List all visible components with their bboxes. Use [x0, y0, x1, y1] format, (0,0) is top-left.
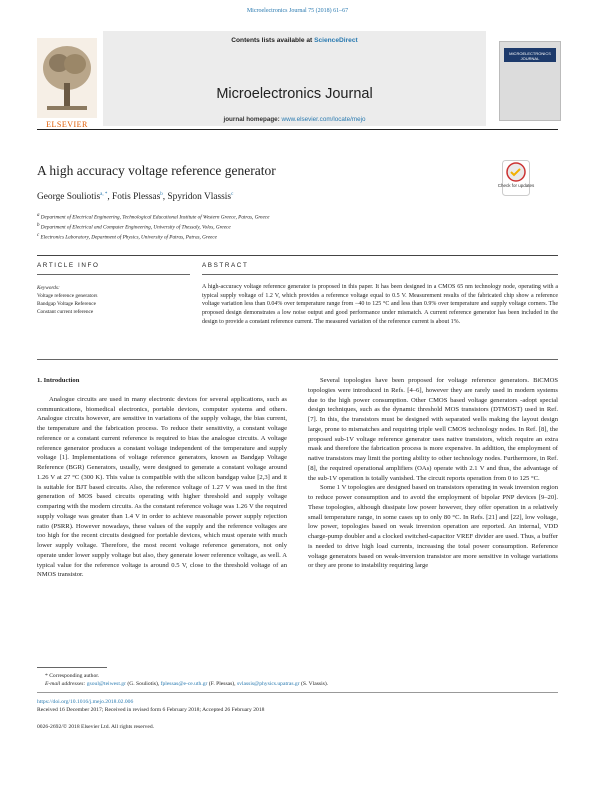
- doi-block: [37, 698, 264, 731]
- article-info-rule: [37, 274, 190, 275]
- paragraph: Analogue circuits are used in many electronic devices for several applications, such as communications, biomedical electronics, portable devices, computer systems and others. Analogue circuits however, are sensitive in variations of the supply voltage, the bias current, the temperature and the fabrication process. To reduce their sensitivity, a constant voltage reference or a constant current reference is required to bias the analogue circuits. A voltage reference generator produces a constant voltage independent of the temperature and supply voltage [1]. Implementations of voltage reference generators, known as Bandgap Voltage Reference (BGR) Generators, usually, were designed to generate a constant voltage around 1.26 V at 27 °C (300 K). This value is compatible with the silicon bandgap value [2,3] and it is suitable for BJT based circuits. Also, the reference voltage of 1.27 V was used in the first generation of MOS based circuits operating with higher threshold and supply voltage comparing with the modern circuits. As the constant reference voltage was 1.26 V the required supply voltage was greater than 1.4 V in order to achieve reasonable power supply rejection ratio (PSRR). However nowadays, these values of the supply and the reference voltages are too high for the recent circuits designed for portable devices, which must operate with much lower supply voltage. Therefore, the most recent voltage reference generators, not only operate under lower supply voltage but also, they generate lower reference voltage, as well. A typical value for the reference voltage is around 0.5 V, close to the threshold voltage of an NMOS transistor.: [37, 395, 287, 579]
- keywords-block: [37, 284, 98, 316]
- article-title: A high accuracy voltage reference generator: [37, 163, 276, 178]
- affiliation: $^c$ Electronics Laboratory, Department of Physics, University of Patras, Patras, Greece: [37, 232, 217, 241]
- contents-line: [103, 37, 486, 44]
- keyword: Constant current reference: [37, 309, 94, 315]
- footnote-rule: [37, 667, 107, 668]
- elsevier-tree-logo: [37, 38, 97, 118]
- cover-title: MICROELECTRONICS JOURNAL: [509, 51, 551, 61]
- homepage-label: journal homepage:: [223, 116, 280, 123]
- abstract-bottom-rule: [37, 359, 558, 360]
- journal-header-box: [103, 31, 486, 126]
- header-rule: [37, 129, 558, 130]
- publisher-name: ELSEVIER: [46, 120, 88, 129]
- affiliation: $^b$ Department of Electrical and Computer Engineering, University of Thessaly, Volos, Greece: [37, 222, 231, 231]
- email-link[interactable]: svlassis@physics.upatras.gr: [236, 681, 300, 688]
- author-name[interactable]: Fotis Plessas: [112, 192, 161, 203]
- affiliations: [37, 212, 269, 242]
- contents-prefix: Contents lists available at: [231, 37, 315, 44]
- author-name[interactable]: Spyridon Vlassis: [167, 192, 232, 203]
- footnotes: [37, 672, 558, 689]
- author-affil-mark[interactable]: b: [160, 192, 163, 197]
- author-affil-mark[interactable]: a, *: [100, 192, 108, 197]
- author-name[interactable]: George Souliotis: [37, 192, 101, 203]
- email-addresses: E-mail addresses: gsoul@teiwest.gr (G. Souliotis), fplessas@e-ce.uth.gr (F. Plessas), svlassis@physics.upatras.gr (S. Vlassis).: [45, 681, 329, 688]
- check-for-updates-label: Check for updates: [497, 183, 535, 188]
- article-info-heading: ARTICLE INFO: [37, 262, 100, 269]
- keyword: Voltage reference generators: [37, 293, 98, 299]
- keywords-label: Keywords:: [37, 285, 60, 291]
- issn-copyright: 0026-2692/© 2018 Elsevier Ltd. All rights reserved.: [37, 723, 155, 730]
- email-link[interactable]: gsoul@teiwest.gr: [86, 681, 126, 688]
- abstract-heading: ABSTRACT: [202, 262, 249, 269]
- journal-title: Microelectronics Journal: [216, 86, 373, 102]
- paragraph: Some 1 V topologies are designed based on transistors operating in weak inversion region to reduce power consumption and to avoid the employment of bipolar PNP devices [9–20]. These topologies, although dissipate low power however, they offer operation in a relatively small temperature range, in some cases up to only 80 °C. In Refs. [21] and [22], low voltage, low power, topologies based on weak inversion operation are reported. An internal, VDD charge-pump doubler and a clocked switched-capacitor VREF divider are used. Thus, a buffer is needed to drive high load currents, increasing the total power consumption. Reference voltage generators based on weak-inversion transistor are more sensitive in voltage variations or they are prone to instability requiring large: [308, 484, 558, 570]
- journal-homepage: [103, 116, 486, 123]
- author-list: George Souliotis$^{a, *}$, Fotis Plessas$^b$, Spyridon Vlassis$^c$: [37, 192, 234, 203]
- corresponding-author-note: * Corresponding author.: [45, 673, 100, 679]
- homepage-link[interactable]: www.elsevier.com/locate/mejo: [281, 116, 366, 123]
- abstract-rule: [202, 274, 558, 275]
- received-dates: Received 16 December 2017; Received in revised form 6 February 2018; Accepted 26 February 2018: [37, 707, 265, 714]
- keyword: Bandgap Voltage Reference: [37, 301, 96, 307]
- section-rule: [37, 255, 558, 256]
- body-column-left: [37, 376, 287, 580]
- journal-reference[interactable]: Microelectronics Journal 75 (2018) 61–67: [246, 8, 349, 14]
- doi-link[interactable]: https://doi.org/10.1016/j.mejo.2018.02.006: [37, 699, 134, 705]
- email-link[interactable]: fplessas@e-ce.uth.gr: [160, 681, 208, 688]
- affiliation: $^a$ Department of Electrical Engineering, Technological Educational Institute of Western Greece, Patras, Greece: [37, 213, 270, 221]
- paragraph: Several topologies have been proposed for voltage reference generators. BiCMOS topologies were introduced in Refs. [4–6], however they are rarely used in modern systems due to the high power consumption. Other CMOS based voltage generators -adopt special design techniques, such as the dynamic threshold MOS transistors (DTMOST) used in Ref. [7]. In this, the transistors must be designed with separated wells making the layout design large, prone to mismatches and requiring triple well CMOS technology nodes. In Ref. [8], the proposed sub-1V voltage reference generator uses native transistors, which require an extra mask and therefore the fabrication process is more expensive. In addition, the employment of native transistors may limit the porting ability to other technology nodes. Furthermore, in Ref. [8], the required operational amplifiers (OAs) operate with 2.1 V and thus, the advantage of the sub-1V operation is totally vanished. The circuit reports operation from 0 to 125 °C.: [308, 377, 558, 482]
- check-for-updates-icon[interactable]: [497, 160, 535, 196]
- author-affil-mark[interactable]: c: [231, 192, 234, 197]
- sciencedirect-link[interactable]: ScienceDirect: [314, 37, 358, 44]
- body-column-right: [308, 376, 558, 571]
- journal-cover-thumbnail[interactable]: [499, 41, 561, 121]
- section-heading: 1. Introduction: [37, 377, 80, 384]
- abstract-text: A high-accuracy voltage reference generator is proposed in this paper. It has been designed in a CMOS 65 nm technology node, operating with a typical supply voltage of 1.2 V, which provides a reference voltage equal to 0.5 V. Measurement results of the fabricated chip show a reference voltage variation less than 0.04% over temperature range from −40 to 125 °C and less than 0.9% over temperature and supply voltage corners. The proposed design demonstrates a low noise output and good performance under mismatch. A current reference generator has been included in the design to provide a constant reference current. The measured variation of the reference current is about 1%.: [202, 284, 558, 325]
